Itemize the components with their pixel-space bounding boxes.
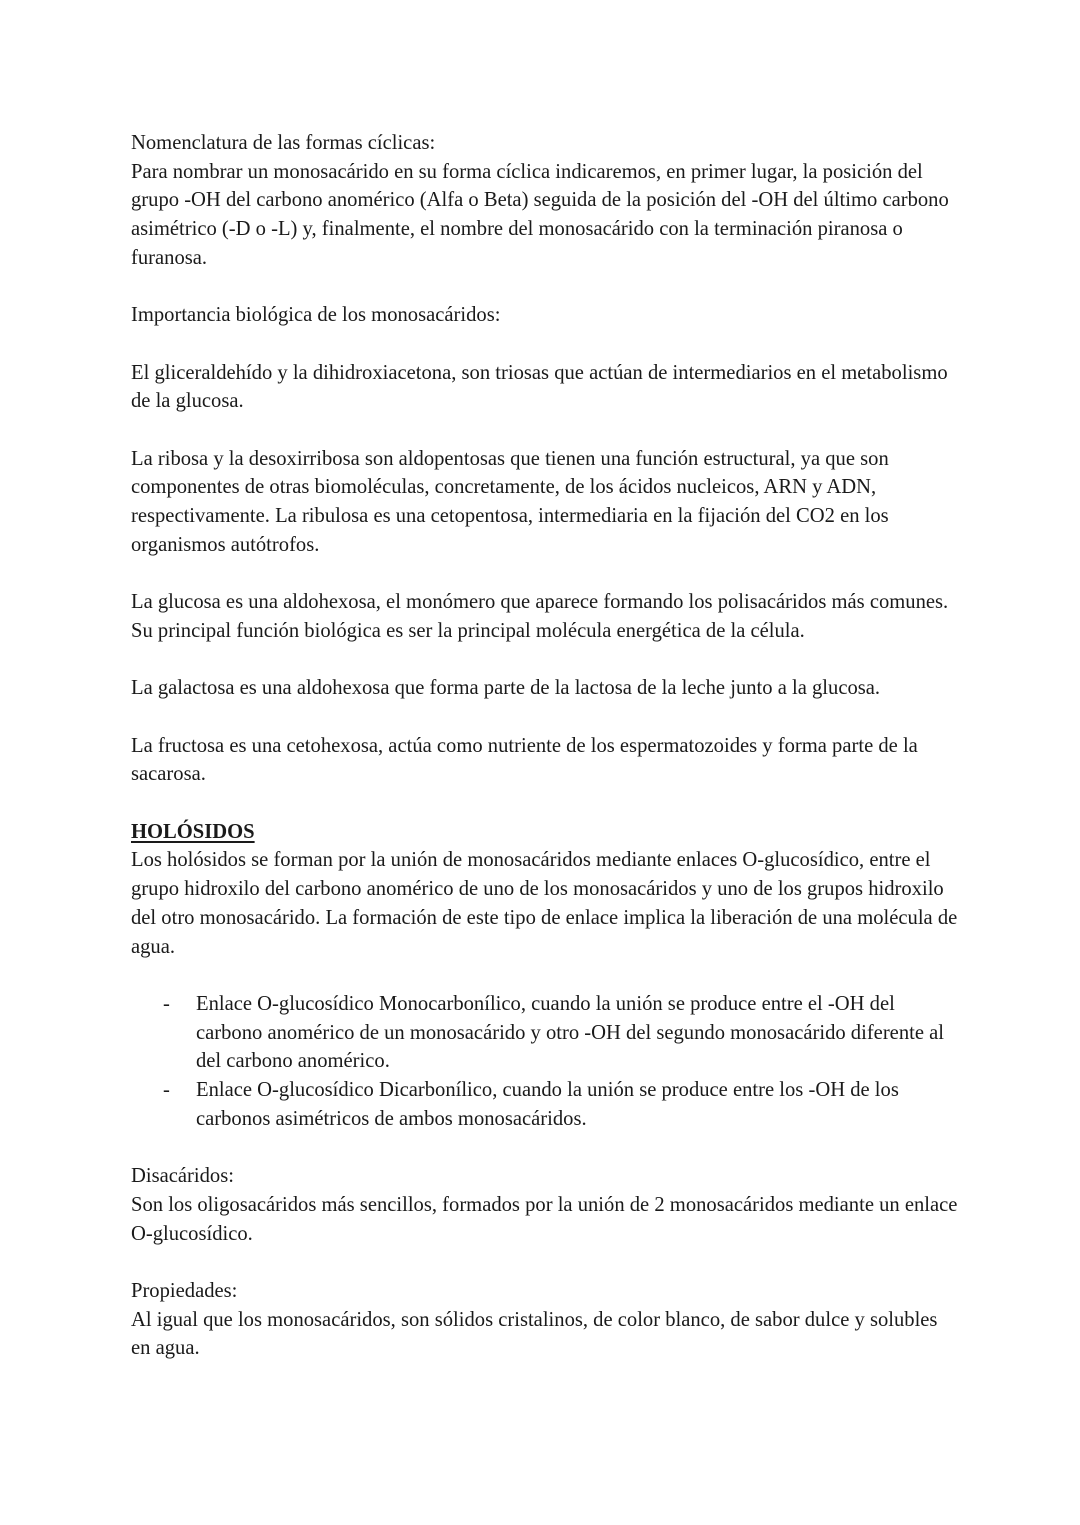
dash-bullet: -	[163, 1079, 170, 1102]
disacaridos-paragraph: Son los oligosacáridos más sencillos, formados por la unión de 2 monosacáridos mediante un enlace O-glucosídico.	[131, 1193, 958, 1245]
propiedades-title: Propiedades:	[131, 1279, 238, 1302]
importancia-paragraph-galactosa: La galactosa es una aldohexosa que forma parte de la lactosa de la leche junto a la glucosa.	[131, 677, 881, 700]
enlace-list	[131, 990, 961, 1134]
importancia-paragraph-pentosas: La ribosa y la desoxirribosa son aldopentosas que tienen una función estructural, ya que son componentes de otras biomoléculas, concretamente, de los ácidos nucleicos, ARN y ADN, respectivamente. La ribulosa es una cetopentosa, intermediaria en la fijación del CO2 en los organismos autótrofos.	[131, 447, 889, 556]
propiedades-paragraph: Al igual que los monosacáridos, son sólidos cristalinos, de color blanco, de sabor dulce y solubles en agua.	[131, 1308, 938, 1360]
importancia-paragraph-glucosa: La glucosa es una aldohexosa, el monómero que aparece formando los polisacáridos más comunes. Su principal función biológica es ser la principal molécula energética de la célula.	[131, 591, 949, 642]
holosidos-heading: HOLÓSIDOS	[131, 820, 255, 843]
list-item	[131, 990, 961, 1076]
dash-bullet: -	[163, 992, 170, 1015]
importancia-paragraph-triosas: El gliceraldehído y la dihidroxiacetona, son triosas que actúan de intermediarios en el metabolismo de la glucosa.	[131, 361, 948, 413]
enlace-monocarbonilico-text: Enlace O-glucosídico Monocarbonílico, cuando la unión se produce entre el -OH del carbono anomérico de un monosacárido y otro -OH del segundo monosacárido diferente al del carbono anomérico.	[196, 992, 944, 1073]
disacaridos-title: Disacáridos:	[131, 1165, 234, 1188]
nomenclatura-title: Nomenclatura de las formas cíclicas:	[131, 132, 436, 154]
enlace-dicarbonilico-text: Enlace O-glucosídico Dicarbonílico, cuando la unión se produce entre los -OH de los carbonos asimétricos de ambos monosacáridos.	[196, 1079, 899, 1130]
importancia-title: Importancia biológica de los monosacáridos:	[131, 304, 501, 327]
importancia-paragraph-fructosa: La fructosa es una cetohexosa, actúa como nutriente de los espermatozoides y forma parte de la sacarosa.	[131, 734, 918, 786]
nomenclatura-paragraph: Para nombrar un monosacárido en su forma cíclica indicaremos, en primer lugar, la posición del grupo -OH del carbono anomérico (Alfa o Beta) seguida de la posición del -OH del último carbono asimétrico (-D o -L) y, finalmente, el nombre del monosacárido con la terminación piranosa o furanosa.	[131, 160, 949, 269]
list-item	[131, 1076, 961, 1133]
document-page	[131, 129, 961, 1363]
holosidos-paragraph: Los holósidos se forman por la unión de monosacáridos mediante enlaces O-glucosídico, entre el grupo hidroxilo del carbono anomérico de uno de los monosacáridos y uno de los grupos hidroxilo del otro monosacárido. La formación de este tipo de enlace implica la liberación de una molécula de agua.	[131, 849, 958, 958]
